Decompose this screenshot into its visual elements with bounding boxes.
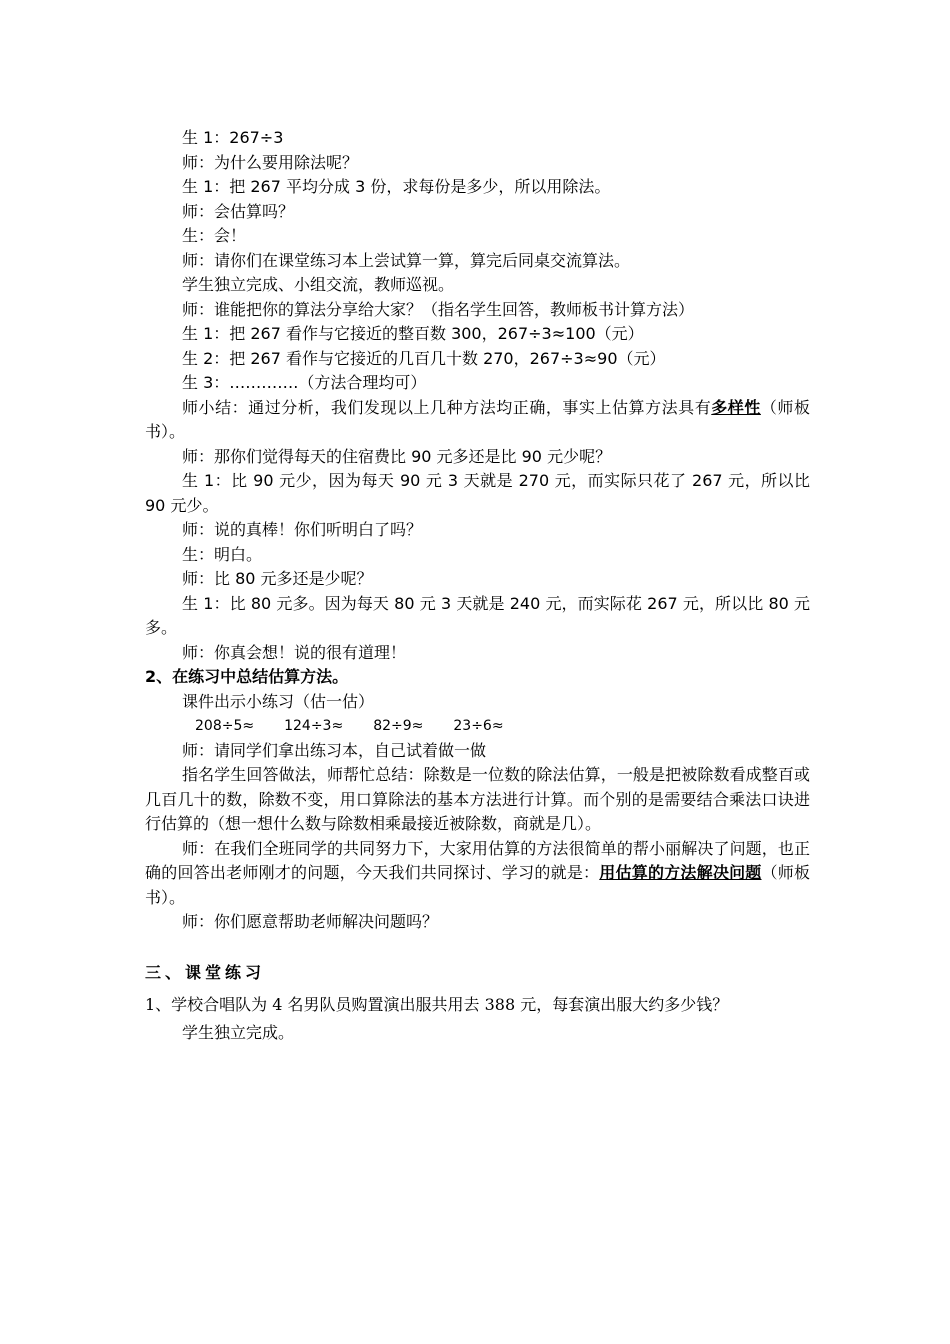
line-6: 师：请你们在课堂练习本上尝试算一算，算完后同桌交流算法。 bbox=[182, 250, 631, 270]
conclusion-emphasis: 用估算的方法解决问题 bbox=[599, 863, 762, 882]
line-3: 生 1：把 267 平均分成 3 份，求每份是多少，所以用除法。 bbox=[182, 177, 611, 196]
expression: 23÷6≈ bbox=[453, 718, 504, 734]
line-15: 师：说的真棒！你们听明白了吗？ bbox=[182, 520, 423, 539]
conclusion-text: 师：在我们全班同学的共同努力下，大家用估算的方法很简单的帮小丽解决了问题，也正确的回答出老师刚才的问题，今天我们共同探讨、学习的就是： bbox=[145, 838, 810, 882]
section-heading-3: 三、课堂练习 bbox=[145, 962, 266, 982]
line-17: 师：比 80 元多还是少呢？ bbox=[182, 569, 373, 588]
line-9: 生 1：把 267 看作与它接近的整百数 300，267÷3≈100（元） bbox=[182, 324, 644, 343]
line-14: 生 1：比 90 元少，因为每天 90 元 3 天就是 270 元，而实际只花了 267 元，所以比 90 元少。 bbox=[145, 471, 810, 515]
line-16: 生：明白。 bbox=[182, 544, 263, 564]
line-21: 师：请同学们拿出练习本，自己试着做一做 bbox=[182, 740, 487, 760]
line-1: 生 1：267÷3 bbox=[182, 128, 284, 147]
heading-2: 2、在练习中总结估算方法。 bbox=[145, 667, 349, 686]
exercise-instruction: 学生独立完成。 bbox=[182, 1022, 295, 1042]
line-19: 师：你真会想！说的很有道理！ bbox=[182, 642, 407, 662]
line-11: 生 3：………….（方法合理均可） bbox=[182, 373, 427, 392]
line-20: 课件出示小练习（估一估） bbox=[182, 691, 375, 711]
line-5: 生：会！ bbox=[182, 226, 247, 245]
summary-text: 师小结：通过分析，我们发现以上几种方法均正确，事实上估算方法具有 bbox=[182, 397, 712, 417]
teacher-summary bbox=[145, 396, 810, 445]
expression: 124÷3≈ bbox=[284, 718, 344, 734]
line-8: 师：谁能把你的算法分享给大家？（指名学生回答，教师板书计算方法） bbox=[182, 299, 695, 319]
line-13: 师：那你们觉得每天的住宿费比 90 元多还是比 90 元少呢？ bbox=[182, 446, 612, 466]
exercise-question-1: 1、学校合唱队为 4 名男队员购置演出服共用去 388 元，每套演出服大约多少钱？ bbox=[145, 994, 729, 1014]
exercise-expressions bbox=[145, 714, 810, 739]
line-10: 生 2：把 267 看作与它接近的几百几十数 270，267÷3≈90（元） bbox=[182, 348, 666, 368]
conclusion-tail: （师板书）。 bbox=[145, 863, 810, 907]
line-2: 师：为什么要用除法呢？ bbox=[182, 152, 359, 172]
document-body bbox=[145, 126, 810, 1047]
summary-emphasis: 多样性 bbox=[711, 397, 761, 417]
expression: 208÷5≈ bbox=[195, 718, 255, 734]
line-24: 师：你们愿意帮助老师解决问题吗？ bbox=[182, 912, 439, 931]
teacher-conclusion bbox=[145, 837, 810, 911]
summary-tail: （师板书）。 bbox=[145, 397, 810, 441]
expression: 82÷9≈ bbox=[373, 718, 424, 734]
line-18: 生 1：比 80 元多。因为每天 80 元 3 天就是 240 元，而实际花 267 元，所以比 80 元多。 bbox=[145, 593, 810, 637]
line-4: 师：会估算吗？ bbox=[182, 201, 295, 221]
line-7: 学生独立完成、小组交流，教师巡视。 bbox=[182, 275, 455, 294]
line-22: 指名学生回答做法，师帮忙总结：除数是一位数的除法估算，一般是把被除数看成整百或几百几十的数，除数不变，用口算除法的基本方法进行计算。而个别的是需要结合乘法口诀进行估算的（想一想什么数与除数相乘最接近被除数，商就是几）。 bbox=[145, 765, 810, 833]
